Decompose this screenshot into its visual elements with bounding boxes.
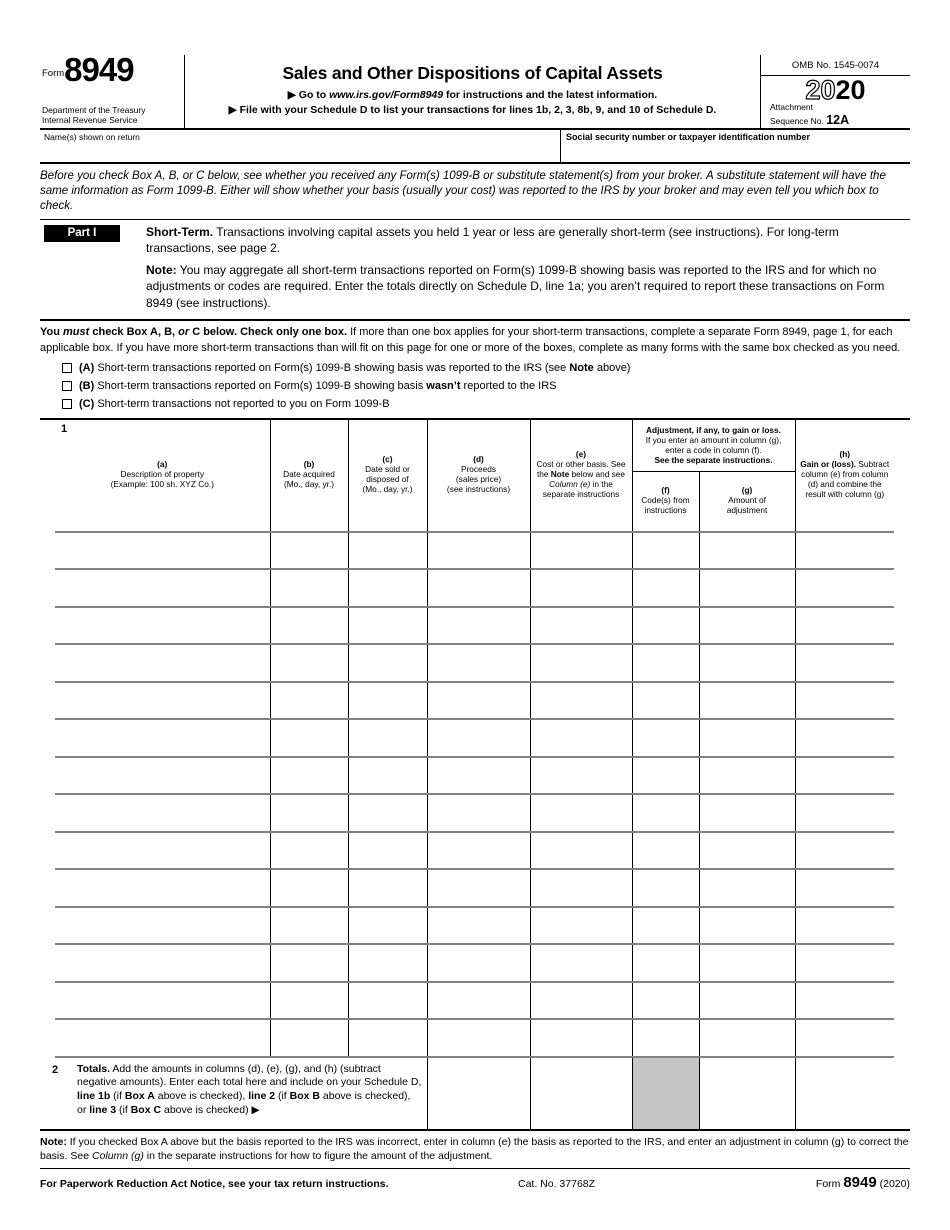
checkbox-row-c [62,397,910,412]
cell-gain-loss[interactable] [795,982,894,1020]
cell-cost-basis[interactable] [530,569,632,607]
cell-cost-basis[interactable] [530,794,632,832]
header-cost-basis [530,420,632,532]
transaction-row [55,869,894,907]
cell-adjustment-amount[interactable] [699,944,795,982]
cell-description[interactable] [55,719,270,757]
checkbox-row-a [62,361,910,376]
cell-code[interactable] [632,944,699,982]
instruction-line-1 [185,89,760,101]
header-date-sold [348,420,427,532]
col-b-letter: (b) [303,459,315,470]
line-1-number: 1 [61,422,68,435]
part-1-text [146,224,894,311]
cell-code[interactable] [632,757,699,795]
cell-date-sold[interactable] [348,607,427,645]
cell-date-acquired[interactable] [270,569,348,607]
goto-arrow-icon: ▶ Go to [287,89,330,101]
checkbox-c-label: (C) Short-term transactions not reported to you on Form 1099-B [79,398,390,411]
cell-gain-loss[interactable] [795,719,894,757]
cell-description[interactable] [55,682,270,720]
part-1-section [40,219,910,321]
totals-code-cell-disabled [632,1057,699,1129]
ssn-label: Social security number or taxpayer identification number [566,132,811,142]
cell-adjustment-amount[interactable] [699,719,795,757]
cell-date-acquired[interactable] [270,719,348,757]
cell-date-sold[interactable] [348,682,427,720]
col-h-desc: Gain or (loss). Subtract column (e) from column (d) and combine the result with column (g) [800,459,890,500]
cell-date-acquired[interactable] [270,532,348,570]
box-check-instructions: You must check Box A, B, or C below. Check only one box. If more than one box applies for your short-term transactions, complete a separate Form 8949, page 1, for each applicable box. If you have more short-term transactions than will fit on this page for one or more of the boxes, complete as many forms with the same box checked as you need. [40,325,901,354]
totals-gain-cell[interactable] [795,1057,894,1129]
col-d-letter: (d) [473,454,484,465]
tax-year [761,76,910,104]
cell-cost-basis[interactable] [530,644,632,682]
header-code [633,472,700,531]
cell-adjustment-amount[interactable] [699,757,795,795]
transaction-row [55,719,894,757]
cell-code[interactable] [632,869,699,907]
totals-proceeds-cell[interactable] [427,1057,530,1129]
header-adjustment-group [632,420,795,532]
col-f-desc: Code(s) from instructions [641,495,690,516]
table-header [55,420,894,532]
cell-cost-basis[interactable] [530,869,632,907]
cell-code[interactable] [632,532,699,570]
cell-description[interactable] [55,569,270,607]
transactions-table [52,420,894,1129]
col-a-desc: Description of property (Example: 100 sh. XYZ Co.) [110,469,214,490]
cell-date-acquired[interactable] [270,1019,348,1057]
cell-date-sold[interactable] [348,569,427,607]
checkbox-a-label: (A) Short-term transactions reported on Form(s) 1099-B showing basis was reported to the IRS (see Note above) [79,362,631,375]
cell-date-acquired[interactable] [270,832,348,870]
cell-code[interactable] [632,644,699,682]
cell-adjustment-amount[interactable] [699,644,795,682]
cell-adjustment-amount[interactable] [699,869,795,907]
paperwork-notice: For Paperwork Reduction Act Notice, see your tax return instructions. [40,1177,389,1190]
totals-cost-cell[interactable] [530,1057,632,1129]
transaction-row [55,1019,894,1057]
cell-description[interactable] [55,907,270,945]
cell-adjustment-amount[interactable] [699,1019,795,1057]
cell-proceeds[interactable] [427,944,530,982]
cell-code[interactable] [632,794,699,832]
cell-gain-loss[interactable] [795,682,894,720]
cell-description[interactable] [55,794,270,832]
cell-gain-loss[interactable] [795,607,894,645]
cell-description[interactable] [55,869,270,907]
transaction-row [55,907,894,945]
form-title: Sales and Other Dispositions of Capital Assets [282,63,663,83]
cell-adjustment-amount[interactable] [699,907,795,945]
cell-cost-basis[interactable] [530,1019,632,1057]
cell-gain-loss[interactable] [795,832,894,870]
cell-code[interactable] [632,832,699,870]
cell-date-sold[interactable] [348,644,427,682]
checkbox-a[interactable] [62,363,72,373]
basis-correction-note: Note: If you checked Box A above but the basis reported to the IRS was incorrect, enter in column (e) the basis as reported to the IRS, and enter an adjustment in column (g) to correct the basis. See Column (g) in the separate instructions for how to figure the amount of the adjustment. [40,1135,909,1162]
cell-adjustment-amount[interactable] [699,794,795,832]
footer-form-year: (2020) [876,1177,910,1190]
transaction-row [55,757,894,795]
col-c-letter: (c) [382,454,393,465]
cell-cost-basis[interactable] [530,907,632,945]
cell-date-sold[interactable] [348,532,427,570]
form-word: Form [42,68,65,80]
cell-cost-basis[interactable] [530,682,632,720]
col-a-letter: (a) [157,459,168,470]
cell-date-sold[interactable] [348,907,427,945]
instruction-line-1-suffix: for instructions and the latest information. [443,89,658,101]
part-1-badge: Part I [44,225,120,242]
cell-date-acquired[interactable] [270,682,348,720]
omb-number: OMB No. 1545-0074 [761,55,910,76]
cell-proceeds[interactable] [427,907,530,945]
cell-adjustment-amount[interactable] [699,682,795,720]
cell-gain-loss[interactable] [795,532,894,570]
transaction-row [55,607,894,645]
header-proceeds [427,420,530,532]
cell-gain-loss[interactable] [795,569,894,607]
name-input[interactable] [44,142,560,160]
omb-block [760,55,910,128]
cell-proceeds[interactable] [427,682,530,720]
cell-adjustment-amount[interactable] [699,607,795,645]
attachment-word: Attachment [770,102,813,112]
cell-cost-basis[interactable] [530,607,632,645]
cell-date-acquired[interactable] [270,794,348,832]
form-header [40,51,910,130]
cell-date-acquired[interactable] [270,869,348,907]
name-field-block [40,130,560,162]
transaction-row [55,569,894,607]
name-label: Name(s) shown on return [44,132,140,142]
agency-line-2: Internal Revenue Service [42,114,138,125]
footer-form-word: Form [815,1177,844,1190]
cell-date-sold[interactable] [348,982,427,1020]
totals-label-text: Totals. Add the amounts in columns (d), (e), (g), and (h) (subtract negative amounts). Enter each total here and include on your Schedule D, line 1b (if Box A above is checked), line 2 (if Box B above is checked), or line 3 (if Box C above is checked) ▶ [77,1062,422,1116]
transaction-row [55,982,894,1020]
cell-code[interactable] [632,1019,699,1057]
cell-gain-loss[interactable] [795,869,894,907]
cell-cost-basis[interactable] [530,982,632,1020]
cell-proceeds[interactable] [427,869,530,907]
checkbox-b[interactable] [62,381,72,391]
cell-cost-basis[interactable] [530,719,632,757]
cell-description[interactable] [55,607,270,645]
cell-date-sold[interactable] [348,794,427,832]
col-e-letter: (e) [575,449,587,460]
ssn-field-block [560,130,910,162]
checkbox-c[interactable] [62,399,72,409]
cell-description[interactable] [55,1019,270,1057]
transaction-row [55,944,894,982]
cell-date-acquired[interactable] [270,644,348,682]
form-number: 8949 [64,51,134,88]
catalog-number: Cat. No. 37768Z [518,1177,596,1190]
form-title-block [185,55,760,128]
cell-proceeds[interactable] [427,569,530,607]
col-g-letter: (g) [741,485,753,496]
cell-proceeds[interactable] [427,757,530,795]
header-date-acquired [270,420,348,532]
cell-adjustment-amount[interactable] [699,832,795,870]
cell-proceeds[interactable] [427,607,530,645]
col-g-desc: Amount of adjustment [726,495,768,516]
transaction-row [55,832,894,870]
header-amount-adjustment [700,472,795,531]
col-e-desc: Cost or other basis. See the Note below and see Column (e) in the separate instructions [536,459,626,500]
cell-gain-loss[interactable] [795,1019,894,1057]
header-gain-loss [795,420,894,532]
cell-date-sold[interactable] [348,944,427,982]
header-description [55,420,270,532]
ssn-input[interactable] [566,142,910,160]
col-b-desc: Date acquired (Mo., day, yr.) [283,469,335,490]
adjustment-header-text: Adjustment, if any, to gain or loss. If you enter an amount in column (g), enter a code in column (f). See the separate instructions. [633,420,795,472]
tax-year-outline: 20 [805,75,836,105]
cell-gain-loss[interactable] [795,644,894,682]
cell-cost-basis[interactable] [530,757,632,795]
cell-code[interactable] [632,682,699,720]
footer-form-id [816,1174,910,1191]
cell-date-acquired[interactable] [270,607,348,645]
part-1-note: Note: You may aggregate all short-term transactions reported on Form(s) 1099-B showing basis was reported to the IRS and for which no adjustments or codes are required. Enter the totals directly on Schedule D, line 1a; you aren’t required to report these transactions on Form 8949 (see instructions). [146,263,885,310]
cell-date-sold[interactable] [348,719,427,757]
col-d-desc: Proceeds (sales price) (see instructions) [446,464,511,495]
transaction-row [55,794,894,832]
cell-adjustment-amount[interactable] [699,569,795,607]
cell-description[interactable] [55,644,270,682]
form-number-block [40,51,185,128]
page-footer [40,1168,910,1191]
cell-date-acquired[interactable] [270,757,348,795]
checkbox-row-b [62,379,910,394]
sequence-number: 12A [826,112,850,127]
totals-adjustment-cell[interactable] [699,1057,795,1129]
cell-cost-basis[interactable] [530,532,632,570]
cell-cost-basis[interactable] [530,832,632,870]
cell-proceeds[interactable] [427,982,530,1020]
totals-row [55,1057,894,1129]
cell-gain-loss[interactable] [795,907,894,945]
col-h-letter: (h) [839,449,851,460]
cell-date-sold[interactable] [348,832,427,870]
cell-date-sold[interactable] [348,869,427,907]
cell-gain-loss[interactable] [795,944,894,982]
cell-proceeds[interactable] [427,532,530,570]
cell-description[interactable] [55,757,270,795]
sequence-word: Sequence No. [770,115,827,126]
checkbox-b-label: (B) Short-term transactions reported on Form(s) 1099-B showing basis wasn’t reported to the IRS [79,380,557,393]
cell-date-sold[interactable] [348,1019,427,1057]
cell-proceeds[interactable] [427,832,530,870]
table-body [55,532,894,1057]
transaction-row [55,532,894,570]
cell-description[interactable] [55,944,270,982]
line-2-number: 2 [52,1063,59,1076]
attachment-sequence [761,102,910,128]
cell-proceeds[interactable] [427,794,530,832]
cell-code[interactable] [632,569,699,607]
identity-row [40,130,910,164]
cell-gain-loss[interactable] [795,757,894,795]
transaction-row [55,644,894,682]
cell-code[interactable] [632,719,699,757]
agency-name [42,105,180,125]
tax-year-solid: 20 [835,75,866,105]
cell-description[interactable] [55,832,270,870]
col-f-letter: (f) [661,485,670,496]
form8949-url-link[interactable]: www.irs.gov/Form8949 [329,89,444,101]
cell-cost-basis[interactable] [530,944,632,982]
transaction-row [55,682,894,720]
cell-adjustment-amount[interactable] [699,532,795,570]
cell-proceeds[interactable] [427,1019,530,1057]
instruction-line-2: ▶ File with your Schedule D to list your transactions for lines 1b, 2, 3, 8b, 9, and 10 of Schedule D. [228,104,717,116]
cell-description[interactable] [55,982,270,1020]
cell-description[interactable] [55,532,270,570]
cell-date-acquired[interactable] [270,944,348,982]
cell-date-acquired[interactable] [270,982,348,1020]
cell-code[interactable] [632,607,699,645]
agency-line-1: Department of the Treasury [42,104,146,115]
cell-code[interactable] [632,907,699,945]
cell-date-acquired[interactable] [270,907,348,945]
footer-form-number: 8949 [843,1173,877,1191]
part-1-heading: Short-Term. Transactions involving capital assets you held 1 year or less are generally short-term (see instructions). For long-term transactions, see page 2. [146,224,839,255]
broker-intro-paragraph: Before you check Box A, B, or C below, see whether you received any Form(s) 1099-B or substitute statement(s) from your broker. A substitute statement will have the same information as Form 1099-B. Either will show whether your basis (usually your cost) was reported to the IRS by your broker and may even tell you which box to check. [40,170,886,212]
cell-gain-loss[interactable] [795,794,894,832]
cell-proceeds[interactable] [427,719,530,757]
totals-label-cell [52,1057,427,1129]
totals-section [52,1057,894,1129]
cell-code[interactable] [632,982,699,1020]
col-c-desc: Date sold or disposed of (Mo., day, yr.) [362,464,413,495]
cell-adjustment-amount[interactable] [699,982,795,1020]
cell-date-sold[interactable] [348,757,427,795]
cell-proceeds[interactable] [427,644,530,682]
